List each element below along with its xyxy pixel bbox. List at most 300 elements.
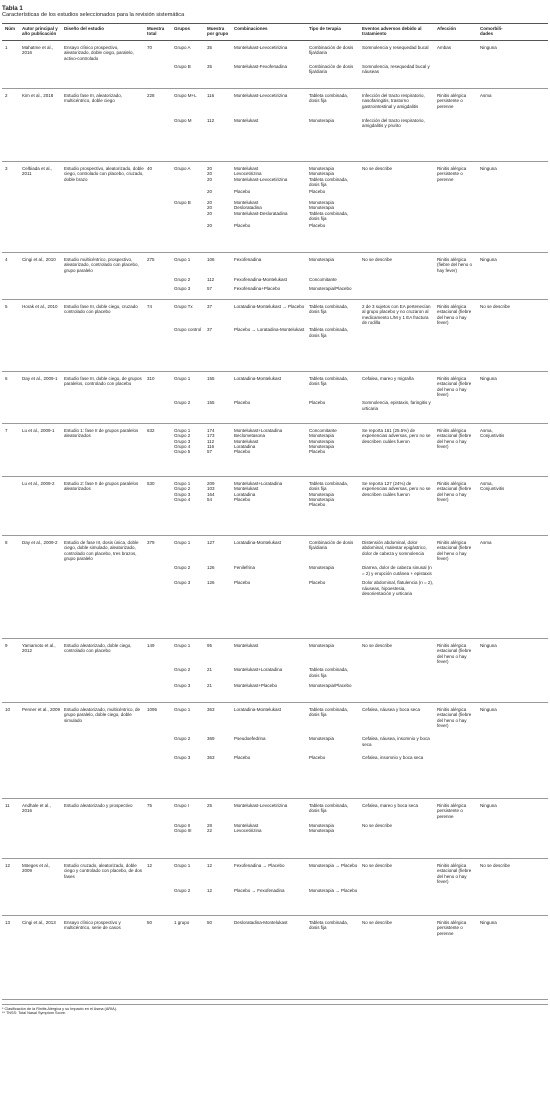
empty-cell [22, 327, 64, 338]
group-row [2, 643, 548, 665]
empty-cell [437, 580, 480, 596]
study-comorbidities: Asma [480, 539, 492, 545]
study-number: 8 [5, 539, 8, 545]
group-therapy: Monoterapia Monoterapia [309, 823, 335, 834]
group-adverse-events: Cefalea, náusea, insomnio y boca seca [362, 736, 430, 747]
group-combination: Montelukast Levocetirizina [234, 823, 262, 834]
group-combination: Montelukast Levocetirizina Montelukast-Levocetirizina [234, 165, 288, 182]
group-sample: 12 [207, 862, 213, 868]
empty-cell [22, 565, 64, 576]
empty-cell [437, 888, 480, 893]
group-combination: Montelukast+Loratadina [234, 667, 283, 673]
group-row [2, 327, 548, 338]
empty-cell [437, 400, 480, 411]
empty-cell [64, 189, 147, 194]
study-row [2, 859, 548, 916]
study-total-sample: 74 [147, 303, 153, 309]
footnotes [2, 1004, 548, 1016]
study-design: Estudio aleatorizado, doble ciego, controlado con placebo [64, 642, 132, 654]
group-name: Grupo control [174, 327, 202, 333]
empty-cell [147, 400, 174, 411]
group-therapy: Placebo [309, 755, 326, 761]
group-therapy: Monoterapia/Placebo [309, 683, 352, 689]
group-therapy: Tableta combinada, dosis fija [309, 919, 349, 931]
group-name: Grupo 1 [174, 706, 191, 712]
group-sample: 20 [207, 189, 213, 195]
group-therapy: Monoterapia [309, 736, 335, 742]
empty-cell [64, 755, 147, 760]
group-row [2, 166, 548, 188]
study-total-sample: 228 [147, 92, 155, 98]
study-author: Mahatme et al., 2016 [22, 44, 54, 56]
study-author: Celbiada et al., 2011 [22, 165, 53, 177]
group-combination: Fexofenadina-Montelukast [234, 277, 288, 283]
study-comorbidities: Asma [480, 92, 492, 98]
group-combination: Montelukast+Loratadina Beclometasona Montelukast Loratadina Placebo [234, 427, 283, 455]
study-design: Estudio aleatorizado y prospectivo [64, 802, 133, 808]
study-row [2, 703, 548, 799]
study-number [2, 481, 22, 508]
group-name: Grupo A [174, 165, 191, 171]
study-design: Estudio cruzado, aleatorizado, doble ciego y controlado con placebo, de dos fases [64, 862, 143, 879]
group-sample: 95 [207, 642, 213, 648]
empty-cell [22, 118, 64, 129]
group-combination: Placebo [234, 223, 251, 229]
header-affection: Afección [437, 26, 457, 31]
group-adverse-events [362, 683, 437, 688]
group-therapy: Placebo [309, 580, 326, 586]
study-author: Horak et al., 2010 [22, 303, 58, 309]
study-affection: Rinitis alérgica estacional (fiebre del heno o hay fever) [437, 375, 472, 398]
study-row [2, 41, 548, 89]
group-sample: 174 173 112 116 57 [207, 427, 215, 455]
study-author: Lu et al., 2009-1 [22, 427, 55, 433]
group-name: Grupo 2 [174, 667, 191, 673]
group-row [2, 707, 548, 729]
empty-cell [147, 888, 174, 893]
study-total-sample: 1095 [147, 706, 158, 712]
group-sample: 112 [207, 277, 215, 283]
group-sample: 25 [207, 802, 213, 808]
study-total-sample: 379 [147, 539, 155, 545]
group-adverse-events: Cefalea, insomnio y boca seca [362, 755, 424, 761]
group-combination: Placebo [234, 400, 251, 406]
group-therapy: Tableta combinada, dosis fija [309, 802, 349, 814]
study-author: Möeges et al., 2009 [22, 862, 51, 874]
empty-cell [2, 400, 22, 411]
group-name: Grupo 1 [174, 642, 191, 648]
study-design: Estudio 2: fase II de grupos paralelos aleatorizados [64, 480, 139, 492]
study-author: Penner et al., 2009 [22, 706, 61, 712]
group-therapy: Monoterapia Monoterapia Tableta combinada, dosis fija [309, 199, 349, 222]
group-name: Grupo 3 [174, 683, 191, 689]
empty-cell [147, 755, 174, 760]
study-row [2, 477, 548, 536]
group-combination: Fexofenadina → Placebo [234, 862, 285, 868]
empty-cell [64, 327, 147, 338]
empty-cell [480, 189, 513, 194]
group-combination: Montelukast+Placebo [234, 683, 278, 689]
header-per-group: Muestra por grupo [207, 26, 229, 37]
study-row [2, 536, 548, 639]
group-combination: Placebo → Fexofenadina [234, 888, 285, 894]
study-comorbidities: No se describe [480, 862, 511, 868]
empty-cell [2, 823, 22, 834]
empty-cell [147, 189, 174, 194]
group-row [2, 667, 548, 678]
group-combination: Fenilefrina [234, 565, 256, 571]
group-name [174, 189, 207, 194]
group-row [2, 580, 548, 596]
group-therapy: Tableta combinada, dosis fija [309, 667, 349, 678]
study-total-sample: 632 [147, 427, 155, 433]
study-design: Estudio fase III, doble ciego, de grupos paralelos, controlado con placebo [64, 375, 142, 387]
empty-cell [22, 823, 64, 834]
study-number: 1 [5, 44, 8, 50]
group-adverse-events: Somnolencia, resequedad bucal y náuseas [362, 64, 430, 75]
group-name: Grupo M+L [174, 92, 197, 98]
empty-cell [22, 286, 64, 291]
study-affection: Rinitis alérgica persistente o perenne [437, 165, 467, 182]
group-therapy: Monoterapia → Placebo [309, 862, 358, 868]
empty-cell [147, 736, 174, 747]
group-combination: Placebo → Loratadina-Montelukast [234, 327, 305, 333]
group-sample: 20 20 20 [207, 165, 213, 182]
empty-cell [64, 200, 147, 222]
study-author: Lu et al., 2009-2 [22, 480, 55, 486]
study-number: 10 [5, 706, 11, 712]
empty-cell [64, 667, 147, 678]
table-subtitle: Características de los estudios seleccionados para la revisión sistemática [2, 12, 185, 18]
group-name: Grupo 1 Grupo 2 Grupo 3 Grupo 4 [174, 480, 191, 503]
group-row [2, 428, 548, 455]
study-affection: Rinitis alérgica persistente o perenne [437, 802, 467, 819]
group-name: Grupo 1 [174, 539, 191, 545]
study-author: Andhale et al., 2016 [22, 802, 51, 814]
group-row [2, 823, 548, 834]
group-adverse-events: No se describe [362, 919, 393, 925]
study-total-sample: 50 [147, 919, 153, 925]
study-affection: Rinitis alérgica (fiebre del heno o hay fever) [437, 256, 473, 273]
group-combination: Desloratadina-Montelukast [234, 919, 288, 925]
empty-cell [64, 223, 147, 228]
study-affection: Rinitis alérgica estacional (fiebre del heno o hay fever) [437, 862, 472, 885]
group-combination: Loratadina-Montelukast [234, 375, 282, 381]
group-row [2, 736, 548, 747]
group-adverse-events: No se describe [362, 642, 393, 648]
table-body [2, 41, 548, 1000]
empty-cell [437, 223, 480, 228]
group-therapy: Monoterapia/Placebo [309, 286, 352, 292]
group-row [2, 683, 548, 688]
group-therapy: Monoterapia [309, 565, 335, 571]
group-sample: 126 [207, 580, 215, 586]
group-sample: 127 [207, 539, 215, 545]
empty-cell [22, 200, 64, 222]
empty-cell [480, 888, 513, 893]
group-row [2, 400, 548, 411]
footnote: * Clasificación de la Rinitis Alérgica y su Impacto en el Asma (ARIA). [2, 1006, 118, 1011]
empty-cell [480, 580, 513, 596]
group-name: Grupo 2 [174, 400, 191, 406]
group-name: Grupo Tx [174, 303, 193, 309]
group-combination: Montelukast [234, 118, 259, 124]
study-affection: Rinitis alérgica estacional (fiebre del heno o hay fever) [437, 539, 472, 562]
empty-cell [480, 118, 513, 129]
group-sample: 12 [207, 888, 213, 894]
group-adverse-events [362, 327, 437, 338]
group-therapy: Monoterapia [309, 256, 335, 262]
group-sample: 28 22 [207, 823, 213, 834]
group-adverse-events [362, 277, 437, 282]
empty-cell [22, 580, 64, 596]
study-row [2, 424, 548, 477]
group-sample: 126 [207, 565, 215, 571]
study-number: 7 [5, 427, 8, 433]
study-number: 12 [5, 862, 11, 868]
group-name: Grupo 2 [174, 565, 191, 571]
empty-cell [2, 200, 22, 222]
group-adverse-events: Infección del tracto respiratorio, nasofaringitis, trastorno gastrointestinal y amigdalitis [362, 92, 425, 109]
empty-cell [22, 736, 64, 747]
empty-cell [480, 667, 513, 678]
group-row [2, 200, 548, 222]
empty-cell [437, 683, 480, 688]
empty-cell [480, 755, 513, 760]
group-row [2, 118, 548, 129]
group-sample: 35 [207, 44, 213, 50]
empty-cell [2, 327, 22, 338]
group-row [2, 376, 548, 398]
empty-cell [147, 823, 174, 834]
study-affection: Rinitis alérgica estacional (fiebre del heno o hay fever) [437, 642, 472, 665]
group-therapy: Combinación de dosis fija/diaria [309, 44, 354, 56]
group-sample: 112 [207, 118, 215, 124]
group-therapy: Tableta combinada, dosis fija [309, 327, 349, 338]
empty-cell [64, 286, 147, 291]
study-number: 9 [5, 642, 8, 648]
empty-cell [147, 200, 174, 222]
study-affection: Ambas [437, 44, 452, 50]
group-row [2, 755, 548, 760]
empty-cell [2, 64, 22, 75]
study-number: 13 [5, 919, 11, 925]
empty-cell [2, 286, 22, 291]
table-header [2, 23, 548, 41]
empty-cell [2, 565, 22, 576]
group-combination: Pseudoefedrina [234, 736, 266, 742]
empty-cell [147, 118, 174, 129]
group-combination: Montelukast [234, 642, 259, 648]
header-num: Núm [5, 26, 15, 31]
empty-cell [2, 223, 22, 228]
group-therapy: Concomitante [309, 277, 337, 283]
group-sample: 37 [207, 327, 213, 333]
empty-cell [437, 277, 480, 282]
group-row [2, 920, 548, 936]
empty-cell [64, 64, 147, 75]
empty-cell [22, 189, 64, 194]
study-comorbidities: Ninguna [480, 919, 497, 925]
empty-cell [22, 277, 64, 282]
study-design: Estudio multicéntrico, prospectivo, aleatorizado, controlado con placebo, grupo paralelo [64, 256, 139, 273]
group-sample: 106 [207, 256, 215, 262]
study-number: 5 [5, 303, 8, 309]
empty-cell [147, 565, 174, 576]
group-therapy: Tableta combinada, dosis fija Monoterapia Monoterapia Placebo [309, 480, 349, 508]
study-total-sample: 75 [147, 802, 153, 808]
empty-cell [480, 327, 513, 338]
empty-cell [480, 286, 513, 291]
study-total-sample: 530 [147, 480, 155, 486]
header-comorbidities: Comorbili-dades [480, 26, 503, 37]
group-name [174, 223, 207, 228]
empty-cell [480, 683, 513, 688]
empty-cell [64, 823, 147, 834]
empty-cell [480, 736, 513, 747]
group-adverse-events [362, 223, 437, 228]
header-design: Diseño del estudio [64, 26, 105, 31]
group-sample: 155 [207, 400, 215, 406]
group-adverse-events: 2 de 3 sujetos con EA pertenecían al grupo placebo y no cruzaron al medicamento L/M y 1 EA fractura de rodilla [362, 303, 431, 326]
group-sample: 363 [207, 706, 215, 712]
group-adverse-events [362, 200, 437, 222]
group-combination: Loratadina-Montelukast [234, 539, 282, 545]
group-sample: 37 [207, 303, 213, 309]
group-name: Grupo 1 Grupo 2 Grupo 3 Grupo 4 Grupo 5 [174, 427, 191, 455]
empty-cell [2, 888, 22, 893]
group-adverse-events [362, 888, 437, 893]
study-author: Day et al., 2009-1 [22, 375, 58, 381]
group-therapy: Concomitante Monoterapia Monoterapia Monoterapia Placebo [309, 427, 337, 455]
group-sample: 155 [207, 375, 215, 381]
group-row [2, 277, 548, 282]
group-name: Grupo A [174, 44, 191, 50]
group-sample: 209 103 164 54 [207, 480, 215, 503]
group-row [2, 93, 548, 109]
empty-cell [147, 277, 174, 282]
empty-cell [2, 736, 22, 747]
group-row [2, 803, 548, 819]
header-author: Autor principal y año publicación [22, 26, 58, 37]
empty-cell [2, 118, 22, 129]
study-row [2, 916, 548, 1000]
group-name: Grupo B [174, 64, 191, 70]
group-row [2, 540, 548, 562]
group-adverse-events: Distensión abdominal, dolor abdominal, malestar epigástrico, dolor de cabeza y somnolencia [362, 539, 427, 556]
group-adverse-events: No se describe [362, 823, 393, 829]
group-name: Grupo M [174, 118, 192, 124]
group-sample: 20 [207, 223, 213, 229]
empty-cell [22, 64, 64, 75]
empty-cell [2, 755, 22, 760]
header-therapy: Tipo de terapia [309, 26, 341, 31]
study-number: 2 [5, 92, 8, 98]
study-design: Estudio de fase III, dosis única, doble ciego, doble simulado, aleatorizado, controlado con placebo, tres brazos, grupo paralelo [64, 539, 139, 562]
group-therapy: Monoterapia Monoterapia Tableta combinada, dosis fija [309, 165, 349, 188]
study-total-sample: 12 [147, 862, 153, 868]
group-row [2, 286, 548, 291]
group-name: Grupo 3 [174, 580, 191, 586]
empty-cell [2, 683, 22, 688]
table-title: Tabla 1 [2, 5, 23, 12]
empty-cell [22, 888, 64, 893]
group-row [2, 45, 548, 61]
group-therapy: Tableta combinada, dosis fija [309, 92, 349, 104]
header-total: Muestra total [147, 26, 165, 37]
header-adverse-events: Eventos adversos debido al tratamiento [362, 26, 422, 37]
group-combination: Placebo [234, 189, 251, 195]
study-total-sample: 310 [147, 375, 155, 381]
study-design: Estudio fase III, doble ciego, cruzado controlado con placebo [64, 303, 138, 315]
group-sample: 21 [207, 683, 213, 689]
group-row [2, 189, 548, 194]
empty-cell [147, 683, 174, 688]
study-comorbidities: Ninguna [480, 44, 497, 50]
group-combination: Loratadina-Montelukast → Placebo [234, 303, 305, 309]
empty-cell [480, 64, 513, 75]
empty-cell [437, 189, 480, 194]
study-author: Cingi et al., 2010 [22, 256, 56, 262]
group-name: Grupo 2 [174, 277, 191, 283]
group-row [2, 565, 548, 576]
study-comorbidities: Asma, Conjuntivitis [480, 427, 505, 439]
group-sample: 20 20 20 [207, 199, 213, 216]
group-name: Grupo I [174, 802, 190, 808]
group-name: Grupo 1 [174, 375, 191, 381]
group-adverse-events: Somnolencia, epistaxis, faringitis y urticaria [362, 400, 431, 411]
study-author: Day et al., 2009-2 [22, 539, 58, 545]
group-adverse-events: No se describe [362, 256, 393, 262]
group-row [2, 223, 548, 228]
study-number: 3 [5, 165, 8, 171]
group-name: Grupo 2 [174, 736, 191, 742]
group-therapy: Tableta combinada, dosis fija [309, 706, 349, 718]
group-adverse-events: Cefalea, mareo y migraña [362, 375, 414, 381]
group-adverse-events: Cefalea, náusea y boca seca [362, 706, 421, 712]
study-design: Estudio prospectivo, aleatorizado, doble ciego, controlado con placebo, cruzado, doble brazo [64, 165, 144, 182]
study-total-sample: 40 [147, 165, 153, 171]
study-row [2, 799, 548, 859]
study-row [2, 253, 548, 300]
study-number: 4 [5, 256, 8, 262]
empty-cell [437, 736, 480, 747]
group-adverse-events [362, 667, 437, 678]
empty-cell [480, 565, 513, 576]
group-combination: Fexofenadina [234, 256, 262, 262]
group-combination: Placebo [234, 755, 251, 761]
empty-cell [437, 823, 480, 834]
empty-cell [22, 683, 64, 688]
group-row [2, 863, 548, 885]
group-therapy: Tableta combinada, dosis fija [309, 375, 349, 387]
group-combination: Montelukast-Levocetirizina [234, 92, 288, 98]
group-adverse-events: Se reporta 127 (24%) de experiencias adversas, pero no se describen cuáles fueron [362, 480, 431, 497]
footnote: ** TNSS: Total Nasal Symptom Score. [2, 1011, 67, 1016]
empty-cell [64, 400, 147, 411]
group-combination: Montelukast-Levocetirizina [234, 802, 288, 808]
study-affection: Rinitis alérgica estacional (fiebre del heno o hay fever) [437, 706, 472, 729]
study-comorbidities: Ninguna [480, 802, 497, 808]
study-row [2, 162, 548, 253]
study-design: Estudio aleatorizado, multicéntrico, de grupo paralelo, doble ciego, doble simulado [64, 706, 141, 723]
header-combinations: Combinaciones [234, 26, 268, 31]
group-therapy: Monoterapia [309, 118, 335, 124]
group-sample: 363 [207, 755, 215, 761]
empty-cell [437, 200, 480, 222]
study-comorbidities: Ninguna [480, 256, 497, 262]
study-row [2, 372, 548, 424]
